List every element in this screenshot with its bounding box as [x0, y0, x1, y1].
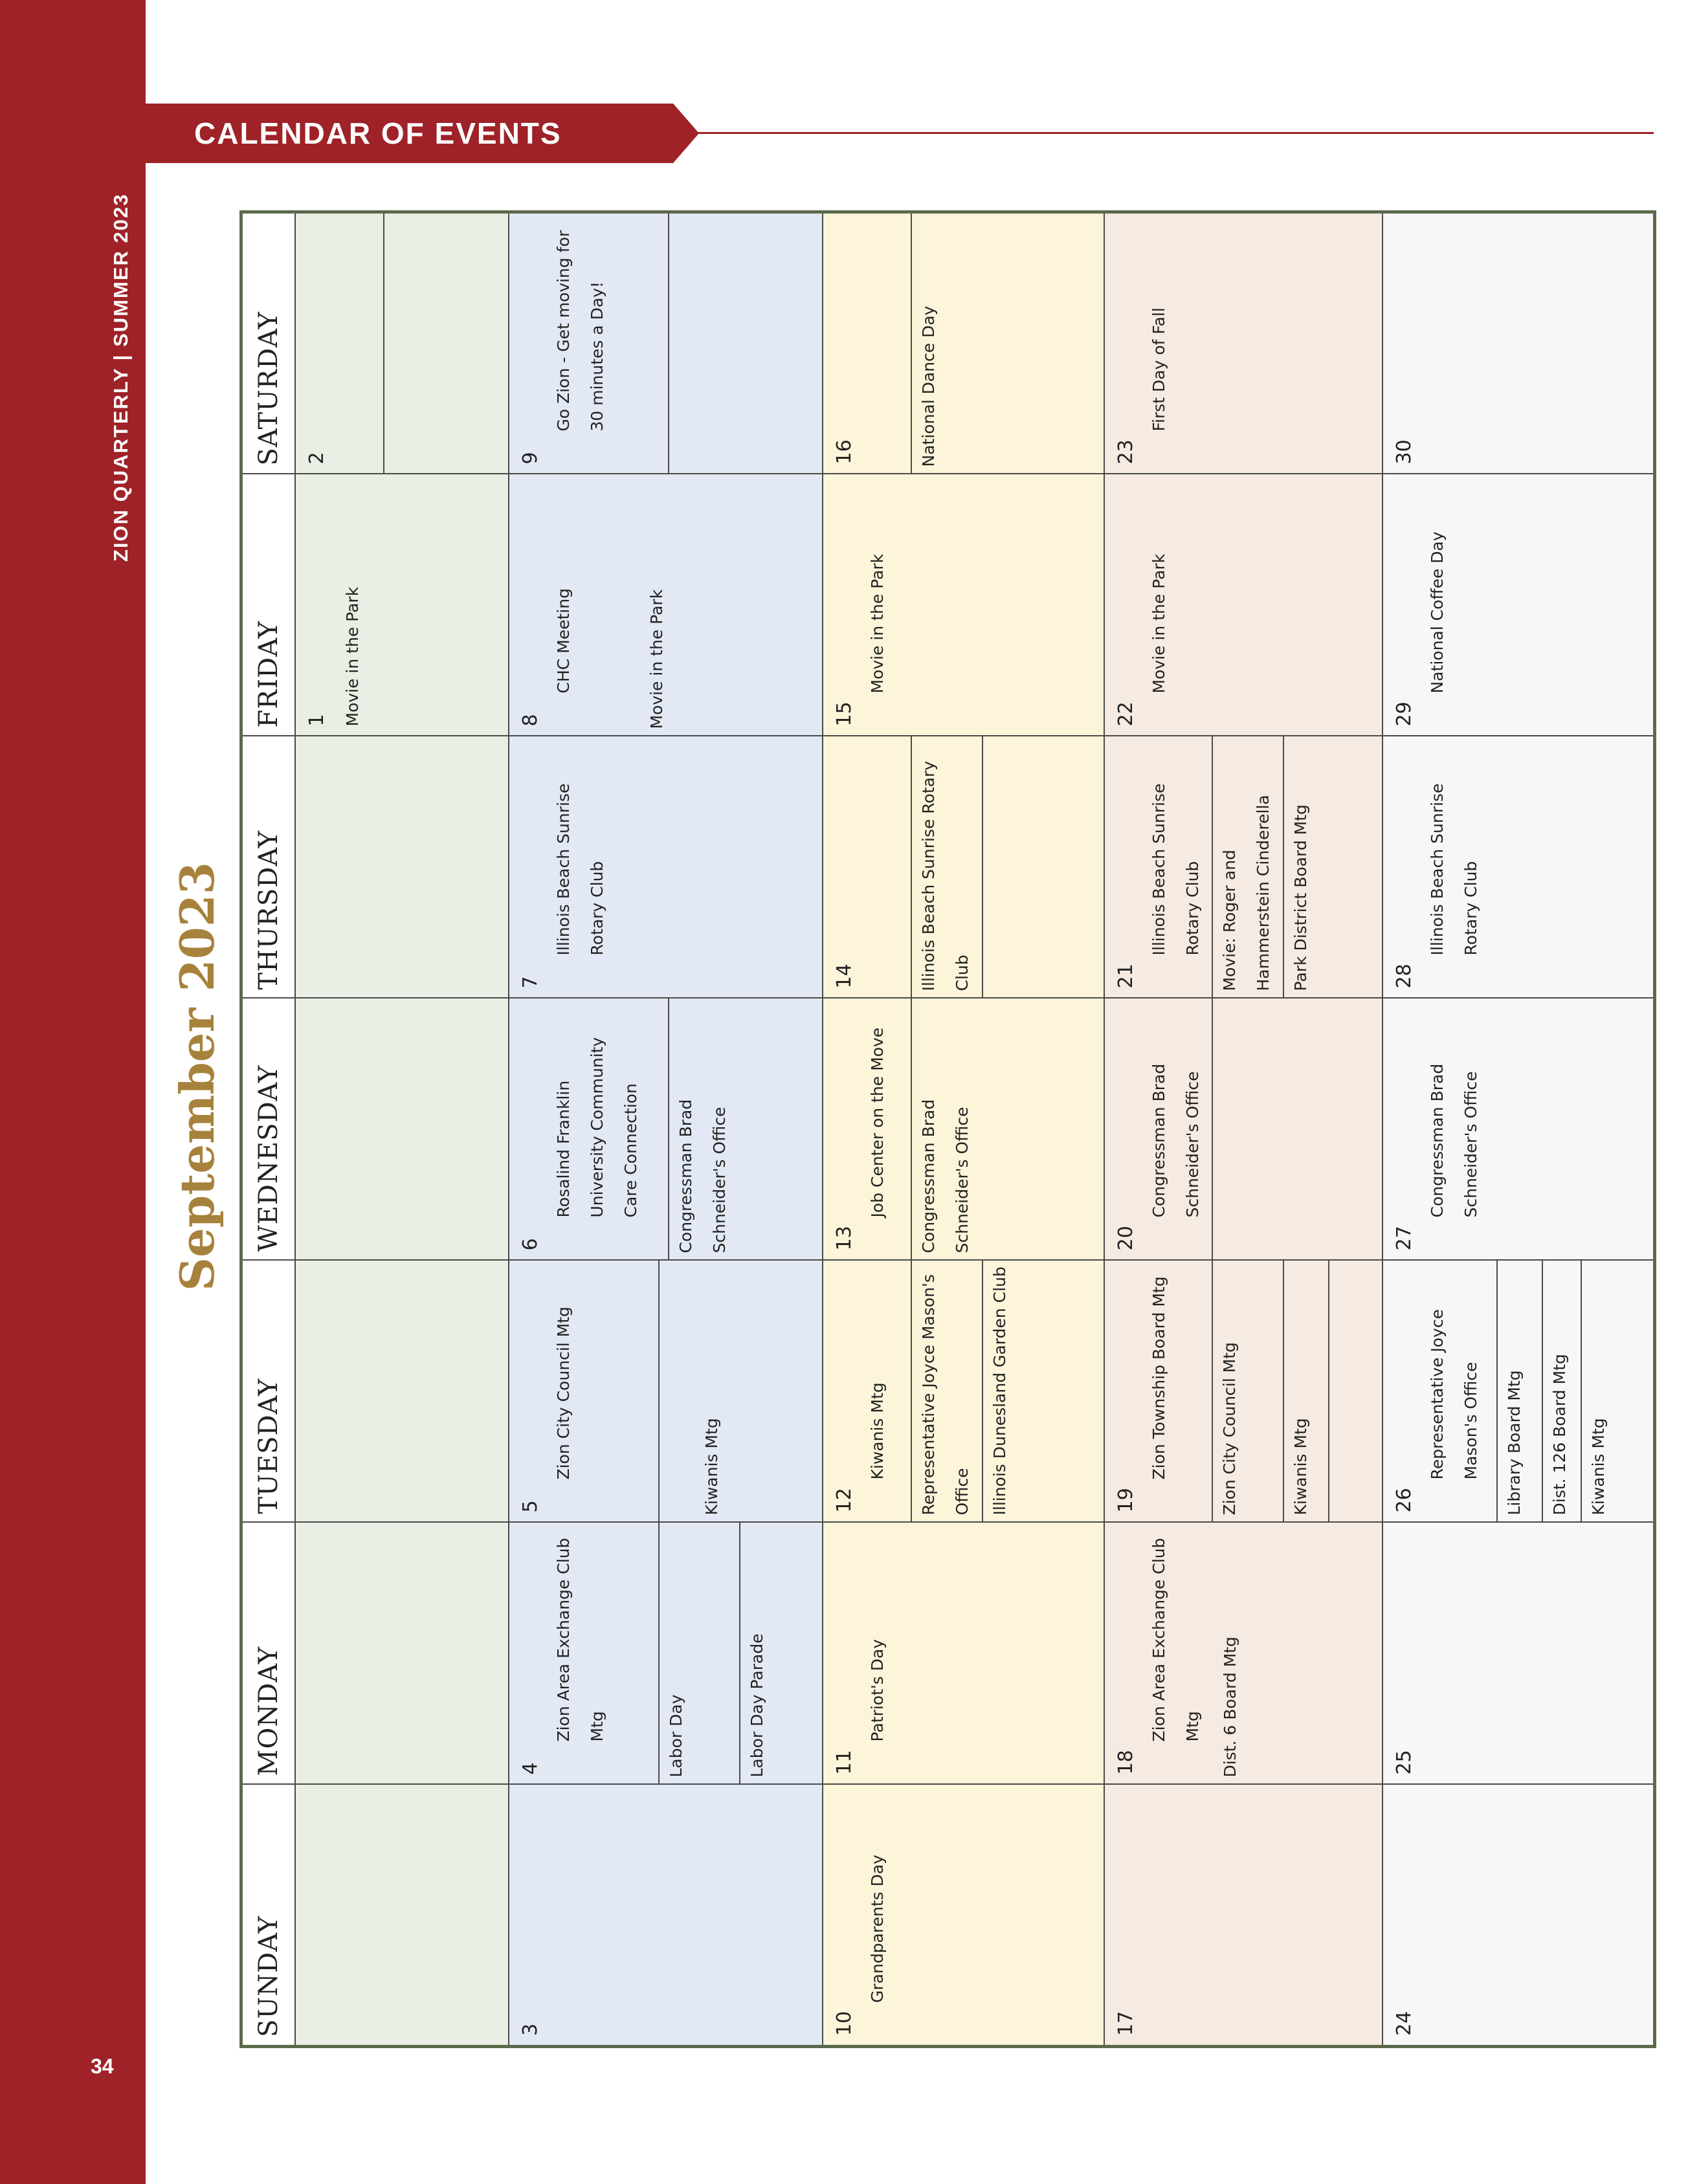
event-slot	[982, 1261, 1104, 1522]
day-cell-empty	[295, 998, 509, 1261]
weekday-monday: MONDAY	[241, 1523, 296, 1785]
week-row-4	[1104, 212, 1383, 2047]
event-slot	[668, 999, 822, 1260]
day-number: 20	[1115, 1226, 1137, 1251]
event: CHC Meeting	[554, 588, 573, 694]
event: Go Zion - Get moving for 30 minutes a Day!	[554, 230, 606, 432]
calendar-frame	[239, 214, 1608, 2048]
event: Zion Township Board Mtg	[1149, 1276, 1168, 1480]
event: Movie in the Park	[868, 553, 887, 694]
publication-name: ZION QUARTERLY	[109, 367, 132, 562]
day-cell	[1383, 1785, 1654, 2047]
day-cell	[509, 1785, 823, 2047]
event: Patriot's Day	[868, 1638, 887, 1742]
day-number: 5	[519, 1500, 542, 1513]
running-header	[97, 163, 145, 562]
event: Zion Area Exchange Club Mtg	[554, 1538, 606, 1742]
day-number: 30	[1393, 439, 1416, 465]
day-cell	[823, 1523, 1104, 1785]
event: Illinois Beach Sunrise Rotary Club	[1149, 783, 1202, 956]
day-cell	[1104, 1261, 1383, 1523]
event-slot	[911, 214, 1104, 474]
month-title-wrap	[165, 862, 230, 1291]
event-slot	[911, 1261, 983, 1522]
event: Representative Joyce Mason's Office	[1428, 1309, 1480, 1480]
event: Zion Area Exchange Club Mtg	[1149, 1538, 1202, 1742]
divider	[982, 737, 983, 998]
day-cell	[1383, 1523, 1654, 1785]
day-number: 8	[519, 714, 542, 727]
event: Dist. 126 Board Mtg	[1550, 1354, 1569, 1516]
day-cell-empty	[295, 736, 509, 998]
event-slot	[739, 1523, 822, 1784]
week-row-3	[823, 212, 1104, 2047]
event: Movie in the Park	[1149, 553, 1168, 694]
day-number: 28	[1393, 964, 1416, 989]
day-cell-empty	[295, 1523, 509, 1785]
day-number: 22	[1115, 701, 1137, 727]
page-number: 34	[91, 2055, 114, 2078]
day-number: 17	[1115, 2011, 1137, 2036]
event: Illinois Beach Sunrise Rotary Club	[919, 760, 972, 991]
event: Movie: Roger and Hammerstein Cinderella	[1220, 795, 1272, 991]
day-cell	[1104, 736, 1383, 998]
day-number: 21	[1115, 964, 1137, 989]
event: Rosalind Franklin University Community Care Connection	[554, 1037, 640, 1218]
event: Illinois Beach Sunrise Rotary Club	[1428, 783, 1480, 956]
event-slot	[1542, 1261, 1582, 1522]
weekday-tuesday: TUESDAY	[241, 1261, 296, 1523]
day-number: 4	[519, 1762, 542, 1775]
day-cell	[509, 474, 823, 736]
weekday-thursday: THURSDAY	[241, 736, 296, 998]
day-cell	[1104, 1785, 1383, 2047]
day-number: 16	[833, 439, 856, 465]
event-slot	[1581, 1261, 1621, 1522]
day-cell	[1383, 736, 1654, 998]
day-cell	[1104, 474, 1383, 736]
week-row-2	[509, 212, 823, 2047]
day-number: 10	[833, 2011, 856, 2036]
day-cell	[823, 736, 1104, 998]
event: Labor Day Parade	[748, 1633, 766, 1778]
day-number: 1	[305, 714, 328, 727]
day-number: 23	[1115, 439, 1137, 465]
event: Kiwanis Mtg	[1291, 1418, 1310, 1516]
day-cell	[823, 1785, 1104, 2047]
day-cell	[1383, 474, 1654, 736]
header-rule	[696, 132, 1654, 134]
event: Grandparents Day	[868, 1855, 887, 2003]
day-cell	[1383, 212, 1654, 474]
day-cell-empty	[295, 1261, 509, 1523]
event: Zion City Council Mtg	[1220, 1342, 1239, 1516]
day-number: 19	[1115, 1488, 1137, 1513]
day-cell	[1104, 1523, 1383, 1785]
weekday-sunday: SUNDAY	[241, 1785, 296, 2047]
day-cell	[823, 998, 1104, 1261]
day-number: 2	[305, 452, 328, 465]
event: National Coffee Day	[1428, 531, 1447, 694]
event: Congressman Brad Schneider's Office	[676, 1099, 729, 1253]
day-cell	[509, 998, 823, 1261]
event: Library Board Mtg	[1505, 1370, 1524, 1516]
event-slot	[658, 1261, 822, 1522]
season-label: SUMMER 2023	[109, 193, 132, 347]
day-number: 27	[1393, 1226, 1416, 1251]
day-cell	[509, 736, 823, 998]
day-cell-empty	[295, 1785, 509, 2047]
week-row-1	[295, 212, 509, 2047]
section-title: CALENDAR OF EVENTS	[194, 116, 562, 150]
day-number: 24	[1393, 2011, 1416, 2036]
event: Dist. 6 Board Mtg	[1221, 1637, 1239, 1778]
day-cell	[1104, 998, 1383, 1261]
day-cell	[1104, 212, 1383, 474]
event: Illinois Beach Sunrise Rotary Club	[554, 783, 606, 956]
event: Zion City Council Mtg	[554, 1307, 573, 1480]
day-number: 12	[833, 1488, 856, 1513]
day-number: 26	[1393, 1488, 1416, 1513]
day-cell	[823, 212, 1104, 474]
day-cell	[1383, 998, 1654, 1261]
event: Congressman Brad Schneider's Office	[1428, 1063, 1480, 1218]
day-cell	[509, 1261, 823, 1523]
event: Illinois Dunesland Garden Club	[990, 1266, 1009, 1516]
month-title: September 2023	[170, 862, 225, 1291]
event: Representative Joyce Mason's Office	[919, 1274, 972, 1516]
event: Labor Day	[667, 1694, 685, 1778]
calendar-grid	[239, 210, 1656, 2048]
event-slot	[1212, 1261, 1284, 1522]
event-slot	[1283, 737, 1382, 998]
day-cell	[509, 212, 823, 474]
event: Movie in the Park	[647, 589, 666, 729]
day-number: 6	[519, 1238, 542, 1251]
event-slot	[1212, 737, 1284, 998]
divider	[668, 214, 669, 474]
divider	[1328, 1261, 1329, 1522]
event-slot	[911, 999, 1104, 1260]
day-cell	[295, 474, 509, 736]
divider	[1212, 999, 1213, 1260]
event: Kiwanis Mtg	[702, 1418, 721, 1516]
day-number: 9	[519, 452, 542, 465]
event-slot	[911, 737, 983, 998]
event-slot	[658, 1523, 740, 1784]
event: Kiwanis Mtg	[868, 1382, 887, 1480]
weekday-header-row	[241, 212, 296, 2047]
day-number: 15	[833, 701, 856, 727]
event-slot	[1496, 1261, 1543, 1522]
day-number: 25	[1393, 1750, 1416, 1775]
event: First Day of Fall	[1149, 307, 1168, 432]
day-cell	[823, 474, 1104, 736]
day-number: 7	[519, 976, 542, 989]
day-number: 29	[1393, 701, 1416, 727]
calendar-rotated	[239, 214, 1608, 2048]
event: Park District Board Mtg	[1291, 804, 1310, 991]
day-cell	[509, 1523, 823, 1785]
divider	[383, 214, 384, 474]
event: Congressman Brad Schneider's Office	[1149, 1063, 1202, 1218]
day-number: 18	[1115, 1750, 1137, 1775]
day-cell	[1383, 1261, 1654, 1523]
event: National Dance Day	[919, 305, 938, 467]
event: Congressman Brad Schneider's Office	[919, 1099, 972, 1253]
event: Movie in the Park	[343, 586, 362, 727]
header-separator: |	[109, 353, 132, 361]
event: Job Center on the Move	[868, 1027, 887, 1218]
event-slot	[1283, 1261, 1329, 1522]
weekday-wednesday: WEDNESDAY	[241, 998, 296, 1261]
day-number: 13	[833, 1226, 856, 1251]
weekday-friday: FRIDAY	[241, 474, 296, 736]
weekday-saturday: SATURDAY	[241, 212, 296, 474]
event: Kiwanis Mtg	[1589, 1418, 1608, 1516]
day-cell	[823, 1261, 1104, 1523]
day-number: 14	[833, 964, 856, 989]
day-number: 11	[833, 1750, 856, 1775]
day-number: 3	[519, 2023, 542, 2036]
week-row-5	[1383, 212, 1654, 2047]
day-cell	[295, 212, 509, 474]
